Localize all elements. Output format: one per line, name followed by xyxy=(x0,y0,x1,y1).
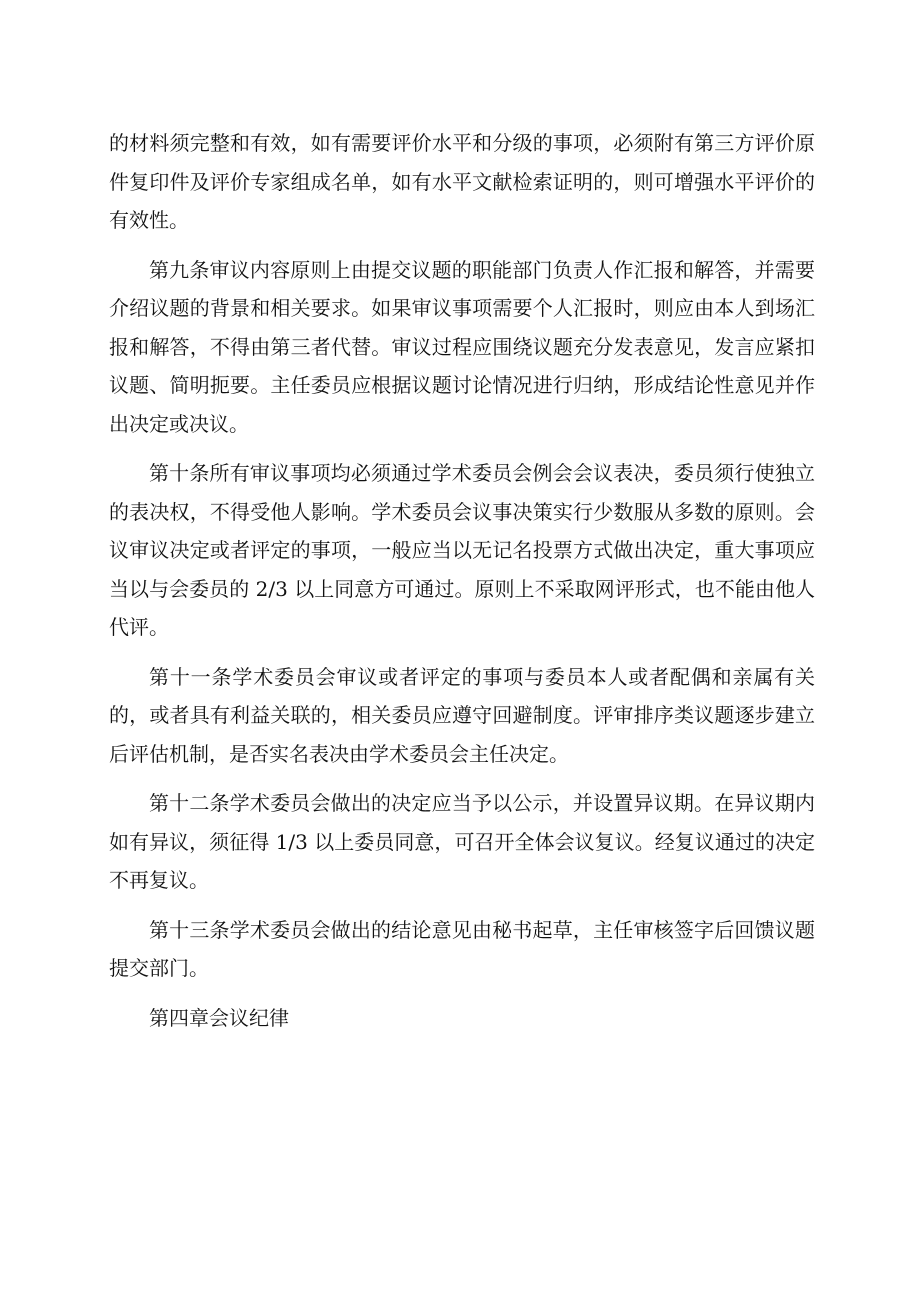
paragraph-article-10: 第十条所有审议事项均必须通过学术委员会例会会议表决，委员须行使独立的表决权，不得受他人影响。学术委员会议事决策实行少数服从多数的原则。会议审议决定或者评定的事项，一般应当以无记名投票方式做出决定，重大事项应当以与会委员的 2/3 以上同意方可通过。原则上不采取网评形式，也不能由他人代评。 xyxy=(109,461,815,639)
chapter-heading: 第四章会议纪律 xyxy=(149,1005,289,1030)
paragraph-article-12: 第十二条学术委员会做出的决定应当予以公示，并设置异议期。在异议期内如有异议，须征得 1/3 以上委员同意，可召开全体会议复议。经复议通过的决定不再复议。 xyxy=(109,791,815,892)
paragraph-article-13: 第十三条学术委员会做出的结论意见由秘书起草，主任审核签字后回馈议题提交部门。 xyxy=(109,917,815,980)
document-body xyxy=(109,124,815,1037)
paragraph-article-11: 第十一条学术委员会审议或者评定的事项与委员本人或者配偶和亲属有关的，或者具有利益关联的，相关委员应遵守回避制度。评审排序类议题逐步建立后评估机制，是否实名表决由学术委员会主任决定。 xyxy=(109,664,815,766)
paragraph-continuation: 的材料须完整和有效，如有需要评价水平和分级的事项，必须附有第三方评价原件复印件及评价专家组成名单，如有水平文献检索证明的，则可增强水平评价的有效性。 xyxy=(109,131,815,232)
paragraph-article-9: 第九条审议内容原则上由提交议题的职能部门负责人作汇报和解答，并需要介绍议题的背景和相关要求。如果审议事项需要个人汇报时，则应由本人到场汇报和解答，不得由第三者代替。审议过程应围绕议题充分发表意见，发言应紧扣议题、简明扼要。主任委员应根据议题讨论情况进行归纳，形成结论性意见并作出决定或决议。 xyxy=(109,257,815,436)
